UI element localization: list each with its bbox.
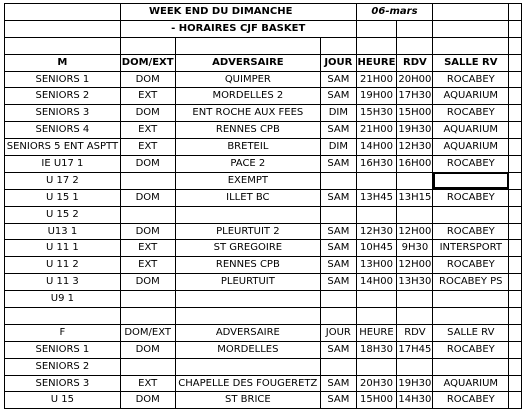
cell[interactable] [509,274,522,291]
cell[interactable] [433,20,509,37]
title-row [5,4,522,21]
table-cell[interactable]: MORDELLES [175,341,321,358]
table-cell[interactable]: ROCABEY [433,392,509,409]
cell[interactable] [175,37,321,54]
cell[interactable] [356,37,397,54]
table-cell[interactable]: ENT ROCHE AUX FEES [175,105,321,122]
cell[interactable] [433,308,509,325]
table-cell[interactable]: U 15 2 [5,206,121,223]
table-cell[interactable]: 14H00 [356,274,397,291]
table-cell[interactable] [175,206,321,223]
header-row-m [5,54,522,71]
table-cell[interactable]: 13H30 [397,274,433,291]
table-cell[interactable]: SAM [321,375,356,392]
cell[interactable] [120,37,175,54]
table-cell[interactable]: SENIORS 1 [5,71,121,88]
table-cell[interactable]: ROCABEY [433,189,509,206]
table-cell[interactable]: HEURE [356,324,397,341]
table-cell[interactable]: SAM [321,88,356,105]
table-cell[interactable]: EXT [120,375,175,392]
table-cell[interactable]: ST BRICE [175,392,321,409]
table-cell[interactable]: U 11 2 [5,257,121,274]
table-cell[interactable]: DOM [120,156,175,173]
cell[interactable] [509,88,522,105]
table-cell[interactable]: 19H30 [397,122,433,139]
table-cell[interactable] [433,172,509,189]
table-cell[interactable]: 20H00 [397,71,433,88]
table-cell[interactable]: ROCABEY [433,341,509,358]
table-cell[interactable] [120,172,175,189]
table-cell[interactable]: IE U17 1 [5,156,121,173]
table-cell[interactable]: SAM [321,156,356,173]
table-cell[interactable] [120,206,175,223]
table-cell[interactable]: 14H30 [397,392,433,409]
cell[interactable] [5,20,121,37]
table-cell[interactable]: 15H30 [356,105,397,122]
cell[interactable] [509,189,522,206]
cell[interactable] [397,37,433,54]
table-cell[interactable]: U 11 3 [5,274,121,291]
cell[interactable] [509,122,522,139]
table-cell[interactable] [175,291,321,308]
table-cell[interactable]: 13H15 [397,189,433,206]
table-row [5,156,522,173]
table-row [5,341,522,358]
table-cell[interactable] [397,291,433,308]
table-cell[interactable]: DOM [120,392,175,409]
table-cell[interactable]: 15H00 [397,105,433,122]
table-cell[interactable]: SENIORS 4 [5,122,121,139]
table-cell[interactable]: DOM [120,223,175,240]
table-cell[interactable]: 12H30 [356,223,397,240]
table-cell[interactable]: SAM [321,240,356,257]
cell[interactable] [356,308,397,325]
table-row [5,240,522,257]
table-cell[interactable]: CHAPELLE DES FOUGERETZ [175,375,321,392]
table-cell[interactable]: MORDELLES 2 [175,88,321,105]
table-cell[interactable]: ROCABEY [433,105,509,122]
table-cell[interactable]: 19H00 [356,88,397,105]
table-cell[interactable] [433,291,509,308]
table-cell[interactable]: RENNES CPB [175,122,321,139]
cell[interactable] [509,308,522,325]
cell[interactable] [509,291,522,308]
cell[interactable] [321,308,356,325]
column-header[interactable]: RDV [397,54,433,71]
table-row [5,88,522,105]
column-header[interactable]: DOM/EXT [120,54,175,71]
table-row [5,375,522,392]
table-cell[interactable]: AQUARIUM [433,375,509,392]
cell[interactable] [397,308,433,325]
cell[interactable] [509,206,522,223]
table-row [5,105,522,122]
table-cell[interactable]: ILLET BC [175,189,321,206]
table-row [5,139,522,156]
table-row [5,71,522,88]
cell[interactable] [509,392,522,409]
table-cell[interactable] [321,358,356,375]
table-cell[interactable]: ST GREGOIRE [175,240,321,257]
table-row [5,122,522,139]
cell[interactable] [509,4,522,21]
table-row [5,392,522,409]
table-cell[interactable]: DOM/EXT [120,324,175,341]
table-cell[interactable] [321,291,356,308]
cell[interactable] [509,358,522,375]
table-cell[interactable]: BRETEIL [175,139,321,156]
subtitle-row [5,20,522,37]
table-cell[interactable]: AQUARIUM [433,88,509,105]
cell[interactable] [509,37,522,54]
table-cell[interactable] [120,358,175,375]
table-cell[interactable]: 15H00 [356,392,397,409]
table-cell[interactable]: 9H30 [397,240,433,257]
column-header[interactable]: HEURE [356,54,397,71]
cell[interactable] [397,20,433,37]
table-cell[interactable]: U 11 1 [5,240,121,257]
cell[interactable] [509,105,522,122]
table-cell[interactable] [356,291,397,308]
table-cell[interactable]: 20H30 [356,375,397,392]
table-row [5,189,522,206]
table-cell[interactable]: U9 1 [5,291,121,308]
table-row [5,223,522,240]
sheet-subtitle[interactable]: - HORAIRES CJF BASKET [120,20,356,37]
cell[interactable] [509,71,522,88]
column-header[interactable]: SALLE RV [433,54,509,71]
table-cell[interactable] [356,206,397,223]
table-cell[interactable]: SENIORS 3 [5,105,121,122]
table-cell[interactable]: 13H00 [356,257,397,274]
table-cell[interactable]: EXT [120,122,175,139]
cell[interactable] [509,240,522,257]
table-cell[interactable]: DIM [321,139,356,156]
cell[interactable] [509,156,522,173]
cell[interactable] [509,172,522,189]
schedule-sheet [4,3,522,409]
table-cell[interactable]: 12H00 [397,257,433,274]
table-cell[interactable]: EXT [120,240,175,257]
table-cell[interactable]: EXT [120,139,175,156]
table-cell[interactable]: SAM [321,122,356,139]
table-cell[interactable]: PLEURTUIT 2 [175,223,321,240]
table-cell[interactable]: PLEURTUIT [175,274,321,291]
table-cell[interactable]: ROCABEY PS [433,274,509,291]
table-cell[interactable]: SAM [321,71,356,88]
table-cell[interactable]: DOM [120,274,175,291]
table-row [5,274,522,291]
table-cell[interactable]: SAM [321,392,356,409]
cell[interactable] [5,308,121,325]
cell[interactable] [433,37,509,54]
cell[interactable] [321,4,356,21]
cell[interactable] [5,37,121,54]
cell[interactable] [433,4,509,21]
table-cell[interactable]: DOM [120,71,175,88]
table-row [5,172,522,189]
table-cell[interactable]: DOM [120,341,175,358]
table-cell[interactable]: AQUARIUM [433,122,509,139]
table-cell[interactable]: 21H00 [356,71,397,88]
table-cell[interactable]: SALLE RV [433,324,509,341]
table-cell[interactable]: SENIORS 1 [5,341,121,358]
table-cell[interactable] [321,172,356,189]
table-cell[interactable]: ROCABEY [433,156,509,173]
table-cell[interactable]: SAM [321,257,356,274]
table-cell[interactable]: F [5,324,121,341]
table-cell[interactable]: SENIORS 5 ENT ASPTT [5,139,121,156]
table-cell[interactable] [321,206,356,223]
table-cell[interactable]: DOM [120,105,175,122]
table-cell[interactable]: DOM [120,189,175,206]
table-cell[interactable]: 17H45 [397,341,433,358]
table-cell[interactable]: INTERSPORT [433,240,509,257]
cell[interactable] [5,4,121,21]
cell[interactable] [175,308,321,325]
cell[interactable] [509,257,522,274]
table-cell[interactable]: ADVERSAIRE [175,324,321,341]
sheet-date[interactable]: 06-mars [356,4,433,21]
table-cell[interactable]: SAM [321,223,356,240]
cell[interactable] [509,341,522,358]
header-row-f [5,324,522,341]
table-cell[interactable]: EXEMPT [175,172,321,189]
table-cell[interactable] [397,206,433,223]
table-cell[interactable] [175,358,321,375]
table-cell[interactable]: 17H30 [397,88,433,105]
table-cell[interactable]: U 17 2 [5,172,121,189]
table-cell[interactable]: DIM [321,105,356,122]
table-cell[interactable]: ROCABEY [433,223,509,240]
table-cell[interactable]: ROCABEY [433,71,509,88]
cell[interactable] [509,139,522,156]
table-cell[interactable]: EXT [120,257,175,274]
table-cell[interactable]: 18H30 [356,341,397,358]
table-cell[interactable]: JOUR [321,324,356,341]
table-cell[interactable]: U 15 1 [5,189,121,206]
table-cell[interactable]: 10H45 [356,240,397,257]
cell[interactable] [321,37,356,54]
table-cell[interactable]: SENIORS 2 [5,88,121,105]
table-cell[interactable]: U 15 [5,392,121,409]
table-cell[interactable]: PACE 2 [175,156,321,173]
cell[interactable] [509,20,522,37]
cell[interactable] [509,223,522,240]
table-cell[interactable]: SAM [321,189,356,206]
table-cell[interactable]: 19H30 [397,375,433,392]
table-cell[interactable] [356,172,397,189]
table-cell[interactable]: SAM [321,274,356,291]
sheet-title[interactable]: WEEK END DU DIMANCHE [120,4,320,21]
table-row [5,206,522,223]
table-cell[interactable]: U13 1 [5,223,121,240]
cell[interactable] [356,20,397,37]
table-cell[interactable]: SENIORS 2 [5,358,121,375]
table-row [5,257,522,274]
table-cell[interactable] [356,358,397,375]
table-row [5,358,522,375]
table-cell[interactable]: 13H45 [356,189,397,206]
table-row [5,291,522,308]
table-cell[interactable]: 16H00 [397,156,433,173]
table-cell[interactable]: 16H30 [356,156,397,173]
table-cell[interactable]: 12H30 [397,139,433,156]
column-header[interactable]: ADVERSAIRE [175,54,321,71]
cell[interactable] [120,308,175,325]
cell[interactable] [509,54,522,71]
spacer-row [5,37,522,54]
spacer-row [5,308,522,325]
column-header[interactable]: JOUR [321,54,356,71]
table-cell[interactable]: SAM [321,341,356,358]
table-cell[interactable] [397,172,433,189]
cell[interactable] [509,324,522,341]
table-cell[interactable]: 21H00 [356,122,397,139]
table-cell[interactable]: SENIORS 3 [5,375,121,392]
table-cell[interactable]: QUIMPER [175,71,321,88]
table-cell[interactable] [433,206,509,223]
table-cell[interactable]: RENNES CPB [175,257,321,274]
table-cell[interactable]: 12H00 [397,223,433,240]
column-header[interactable]: M [5,54,121,71]
table-cell[interactable] [433,358,509,375]
table-cell[interactable]: EXT [120,88,175,105]
table-cell[interactable] [120,291,175,308]
table-cell[interactable]: RDV [397,324,433,341]
cell[interactable] [509,375,522,392]
table-cell[interactable]: ROCABEY [433,257,509,274]
table-cell[interactable]: AQUARIUM [433,139,509,156]
table-cell[interactable] [397,358,433,375]
table-cell[interactable]: 14H00 [356,139,397,156]
